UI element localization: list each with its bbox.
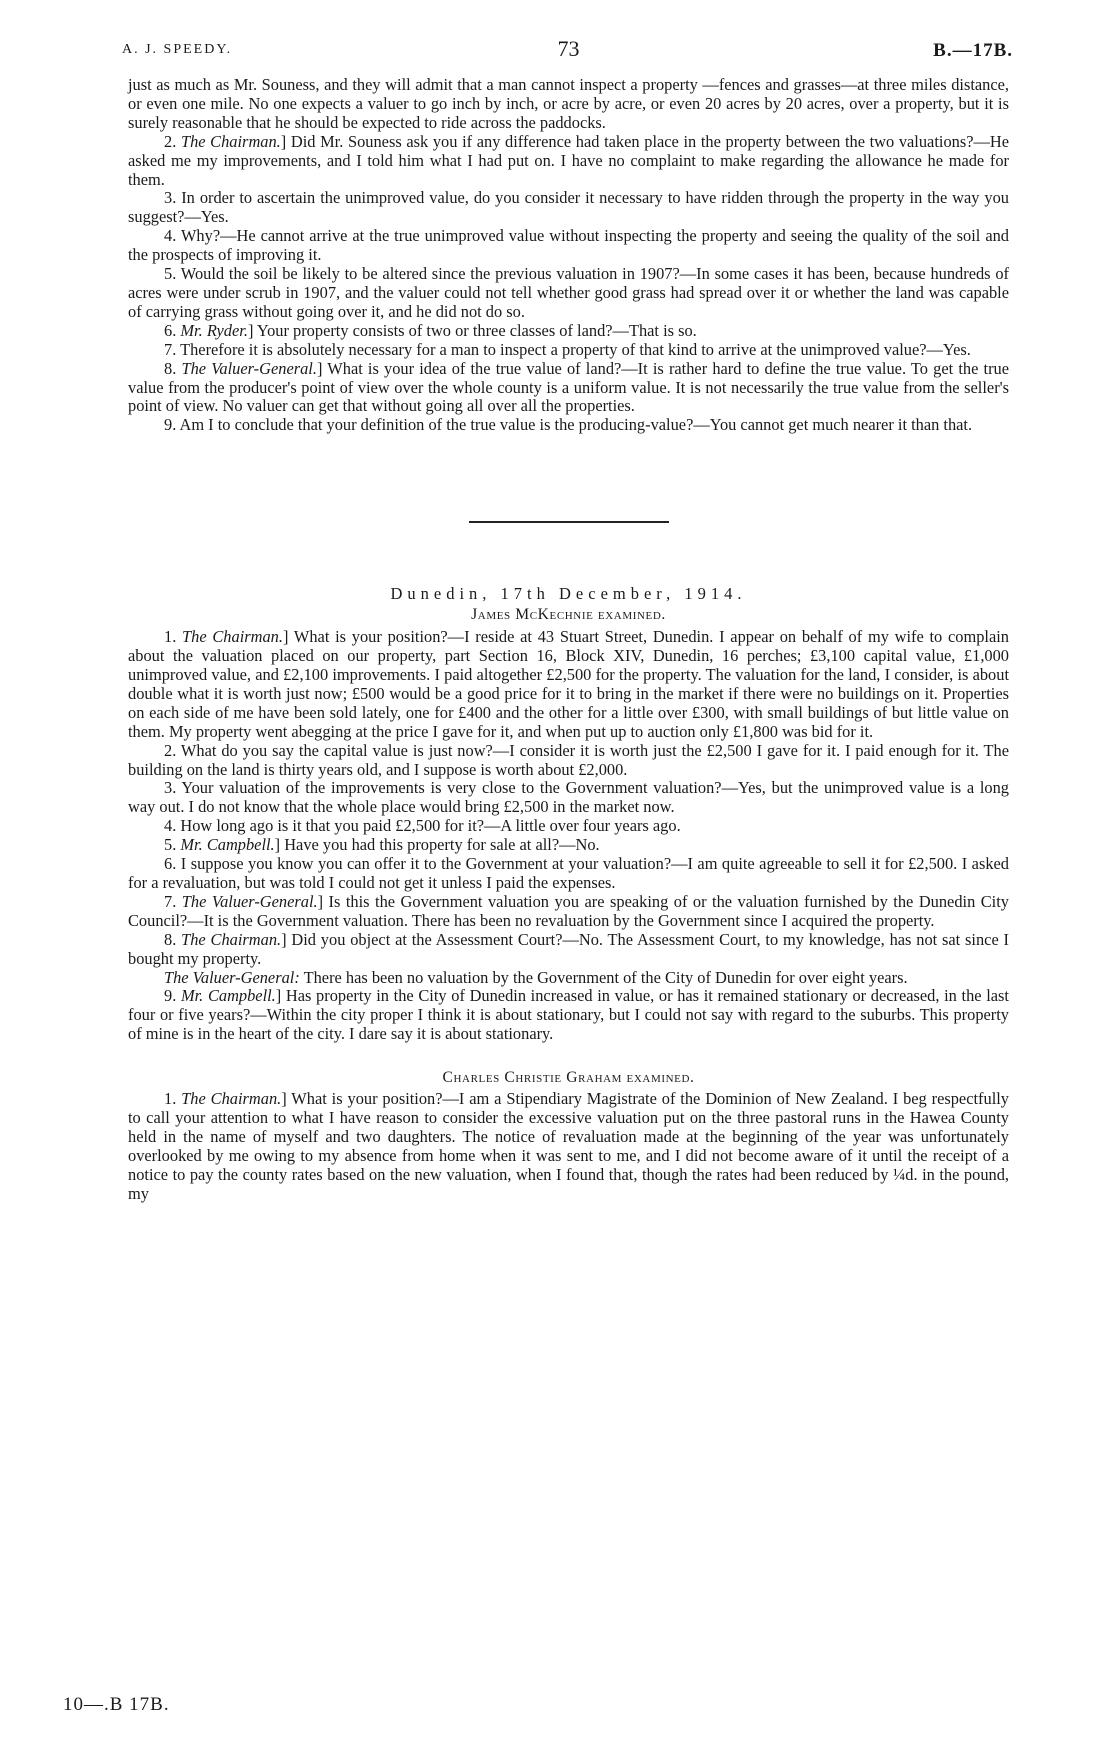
paragraph: 4. How long ago is it that you paid £2,500 for it?—A little over four years ago. (164, 816, 681, 836)
signature-mark: 10—.B 17B. (63, 1694, 170, 1715)
speaker: Mr. Ryder. (180, 320, 248, 340)
paragraph: just as much as Mr. Souness, and they will admit that a man cannot inspect a property —fences and grasses—at three miles distance, or even one mile. No one expects a valuer to go inch by inch, or acre by acre, or even 20 acres by 20 acres, over a property, but it is surely reasonable that he should be expected to ride across the paddocks. (128, 75, 1009, 132)
paragraph: 2. The Chairman.] Did Mr. Souness ask you if any difference had taken place in the property between the two valuations?—He asked me my improvements, and I told him what I had put on. I have no complaint to make regarding the allowance he made for them. (128, 131, 1009, 189)
paragraph: 1. The Chairman.] What is your position?—I reside at 43 Stuart Street, Dunedin. I appear on behalf of my wife to complain about the valuation placed on our property, part Section 16, Block XIV, Dunedin, 16 perches; £3,100 capital value, £1,000 unimproved value, and £2,100 improvements. I paid altogether £2,500 for the property. The valuation for the land, I consider, is about double what it is worth just now; £500 would be a good price for it to bring in the market if there were no buildings on it. Properties on each side of me have been sold lately, one for £400 and the other for a little over £300, with small buildings of but little value on them. My property went abegging at the price I gave for it, and when put up to auction only £1,800 was bid for it. (128, 627, 1009, 741)
paragraph: 5. Mr. Campbell.] Have you had this property for sale at all?—No. (164, 835, 600, 855)
document-reference: B.—17B. (933, 40, 1013, 61)
paragraph: 7. The Valuer-General.] Is this the Government valuation you are speaking of or the valuation furnished by the Dunedin City Council?—It is the Government valuation. There has been no revaluation by the Government since I acquired the property. (128, 891, 1009, 930)
paragraph: 4. Why?—He cannot arrive at the true unimproved value without inspecting the property and seeing the quality of the soil and the prospects of improving it. (128, 226, 1009, 265)
speaker: The Chairman. (180, 131, 281, 151)
witness-heading: Charles Christie Graham examined. (442, 1069, 695, 1087)
speaker: The Valuer-General: (164, 967, 300, 987)
evidence-continued (128, 76, 1009, 435)
section-heading-date: Dunedin, 17th December, 1914. (390, 584, 747, 604)
paragraph: 9. Am I to conclude that your definition of the true value is the producing-value?—You cannot get much nearer it than that. (164, 415, 973, 435)
paragraph: 9. Mr. Campbell.] Has property in the City of Dunedin increased in value, or has it remained stationary or decreased, in the last four or five years?—Within the city proper I think it is about stationary, but I could not say with regard to the suburbs. This property of mine is in the heart of the city. I dare say it is about stationary. (128, 986, 1009, 1044)
paragraph: 5. Would the soil be likely to be altered since the previous valuation in 1907?—In some cases it has been, because hundreds of acres were under scrub in 1907, and the valuer could not tell whether good grass had spread over it or whether the land was capable of carrying grass without going over it, and he did not do so. (128, 264, 1009, 321)
evidence-mckechnie (128, 628, 1009, 1044)
page-header (122, 36, 1013, 76)
paragraph: 3. Your valuation of the improvements is very close to the Government valuation?—Yes, but the unimproved value is a long way out. I do not know that the whole place would bring £2,500 in the market now. (128, 778, 1009, 817)
paragraph: 7. Therefore it is absolutely necessary for a man to inspect a property of that kind to arrive at the unimproved value?—Yes. (164, 339, 971, 359)
paragraph: 2. What do you say the capital value is just now?—I consider it is worth just the £2,500 I gave for it. I paid enough for it. The building on the land is thirty years old, and I suppose is worth about £2,000. (128, 740, 1009, 779)
speaker: The Chairman. (182, 627, 283, 647)
evidence-graham (128, 1090, 1009, 1203)
speaker: The Chairman. (181, 929, 282, 949)
paragraph: The Valuer-General: There has been no valuation by the Government of the City of Dunedin for over eight years. (164, 967, 908, 987)
speaker: The Valuer-General. (181, 358, 317, 378)
running-head-author: A. J. SPEEDY. (122, 42, 233, 57)
speaker: The Valuer-General. (181, 891, 318, 911)
paragraph: 6. I suppose you know you can offer it to the Government at your valuation?—I am quite agreeable to sell it for £2,500. I asked for a revaluation, but was told I could not get it unless I paid the expenses. (128, 854, 1009, 892)
page-number: 73 (557, 36, 580, 61)
section-divider (469, 521, 669, 523)
paragraph: 8. The Valuer-General.] What is your idea of the true value of land?—It is rather hard to define the true value. To get the true value from the producer's point of view over the whole county is a uniform value. It is not necessarily the true value from the seller's point of view. No valuer can get that without going all over all the properties. (128, 358, 1009, 416)
paragraph: 8. The Chairman.] Did you object at the Assessment Court?—No. The Assessment Court, to my knowledge, has not sat since I bought my property. (128, 929, 1010, 968)
paragraph: 6. Mr. Ryder.] Your property consists of two or three classes of land?—That is so. (164, 320, 697, 340)
paragraph: 1. The Chairman.] What is your position?—I am a Stipendiary Magistrate of the Dominion of New Zealand. I beg respectfully to call your attention to what I have reason to consider the excessive valuation put on the three pastoral runs in the Hawea County held in the name of myself and two daughters. The notice of revaluation made at the beginning of the year was unfortunately overlooked by me owing to my absence from home when it was sent to me, and I did not become aware of it until the receipt of a notice to pay the county rates based on the new valuation, when I found that, though the rates had been reduced by ¼d. in the pound, my (128, 1089, 1009, 1203)
speaker: Mr. Campbell. (180, 835, 275, 855)
document-page (122, 36, 1013, 1204)
speaker: Mr. Campbell. (180, 986, 276, 1006)
witness-heading: James McKechnie examined. (471, 606, 666, 624)
paragraph: 3. In order to ascertain the unimproved value, do you consider it necessary to have ridden through the property in the way you suggest?—Yes. (128, 188, 1009, 227)
speaker: The Chairman. (181, 1089, 282, 1109)
